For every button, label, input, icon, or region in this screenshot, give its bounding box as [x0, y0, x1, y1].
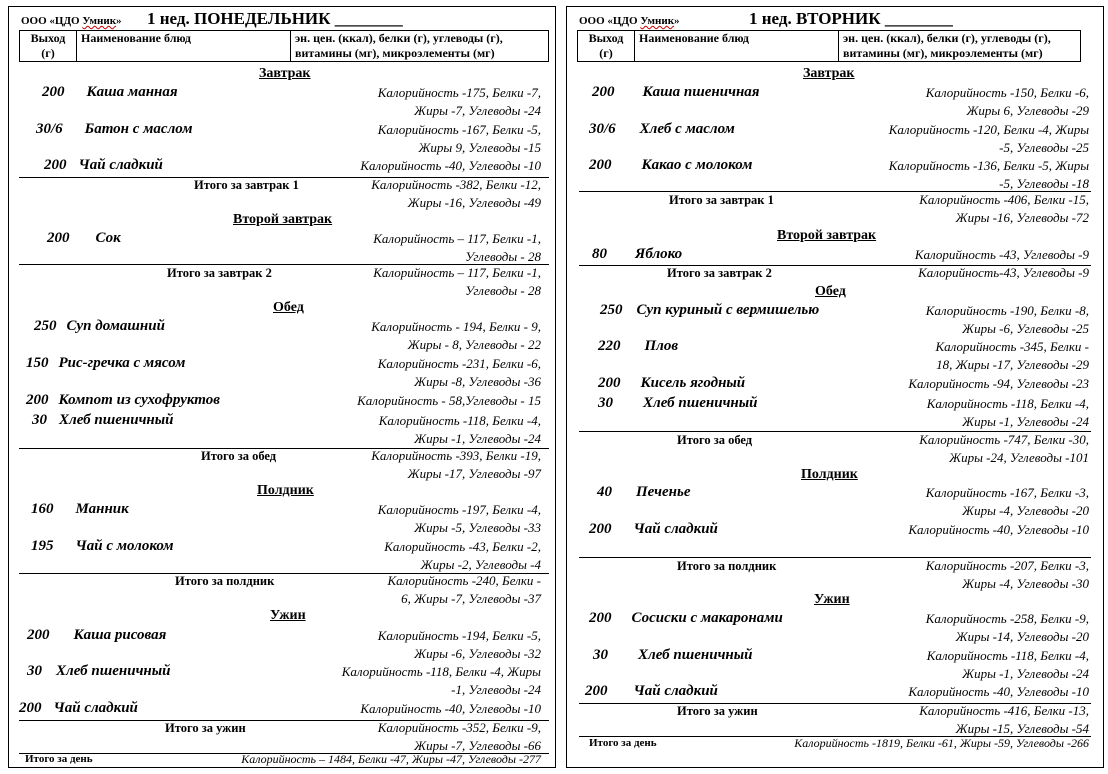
- dish-row: 30 Хлеб пшеничный: [27, 663, 171, 679]
- day-title: 1 нед. ВТОРНИК ________: [749, 9, 953, 28]
- section-second-breakfast: Второй завтрак: [777, 228, 877, 243]
- dish-row: 30 Хлеб пшеничный: [593, 647, 753, 663]
- header-table: [19, 30, 549, 62]
- subtotal-label: Итого за завтрак 1: [194, 178, 299, 192]
- dish-row: 220 Плов: [598, 338, 679, 354]
- subtotal-nutrition: Калорийность -240, Белки - 6, Жиры -7, Углеводы -37: [387, 573, 541, 606]
- day-total-label: Итого за день: [25, 753, 93, 765]
- nutrition-info: Калорийность - 194, Белки - 9, Жиры - 8, Углеводы - 22: [371, 319, 541, 352]
- day-title: 1 нед. ПОНЕДЕЛЬНИК ________: [147, 9, 403, 28]
- subtotal-label: Итого за обед: [201, 449, 277, 463]
- section-dinner: Ужин: [814, 592, 850, 607]
- col-output-header: Выход (г): [20, 31, 77, 62]
- subtotal-nutrition: Калорийность-43, Углеводы -9: [918, 265, 1089, 280]
- dish-row: 30 Хлеб пшеничный: [598, 395, 758, 411]
- nutrition-info: Калорийность -118, Белки -4, Жиры -1, Углеводы -24: [341, 664, 541, 697]
- subtotal-nutrition: Калорийность -352, Белки -9, Жиры -7, Углеводы -66: [377, 720, 541, 753]
- section-breakfast: Завтрак: [803, 66, 855, 81]
- dish-row: 200 Чай сладкий: [19, 700, 138, 716]
- nutrition-info: Калорийность -43, Белки -2, Жиры -2, Углеводы -4: [384, 539, 541, 572]
- nutrition-info: Калорийность -43, Углеводы -9: [914, 247, 1089, 262]
- subtotal-label: Итого за ужин: [165, 721, 246, 735]
- nutrition-info: Калорийность -194, Белки -5, Жиры -6, Углеводы -32: [377, 628, 541, 661]
- col-name-header: Наименование блюд: [77, 31, 291, 62]
- nutrition-info: Калорийность -40, Углеводы -10: [908, 522, 1089, 537]
- nutrition-info: Калорийность -40, Углеводы -10: [908, 684, 1089, 699]
- menu-page-monday: [8, 6, 556, 768]
- org-name: ООО «ЦДО Умник»: [21, 15, 122, 27]
- dish-row: 250 Суп домашний: [34, 318, 165, 334]
- subtotal-label: Итого за полдник: [175, 574, 275, 588]
- dish-row: 200 Сосиски с макаронами: [589, 610, 783, 626]
- section-second-breakfast: Второй завтрак: [233, 212, 333, 227]
- dish-row: 200 Сок: [47, 230, 121, 246]
- dish-row: 30/6 Батон с маслом: [36, 121, 193, 137]
- nutrition-info: Калорийность -190, Белки -8, Жиры -6, Углеводы -25: [925, 303, 1089, 336]
- section-breakfast: Завтрак: [259, 66, 311, 81]
- menu-page-tuesday: [566, 6, 1104, 768]
- dish-row: 40 Печенье: [597, 484, 691, 500]
- nutrition-info: Калорийность -118, Белки -4, Жиры -1, Углеводы -24: [378, 413, 541, 446]
- nutrition-info: Калорийность -258, Белки -9, Жиры -14, Углеводы -20: [925, 611, 1089, 644]
- nutrition-info: Калорийность -175, Белки -7, Жиры -7, Углеводы -24: [377, 85, 541, 118]
- nutrition-info: Калорийность -197, Белки -4, Жиры -5, Углеводы -33: [377, 502, 541, 535]
- dish-row: 200 Каша манная: [42, 84, 178, 100]
- subtotal-label: Итого за завтрак 1: [669, 193, 774, 207]
- dish-row: 250 Суп куриный с вермишелью: [600, 302, 820, 318]
- dish-row: 150 Рис-гречка с мясом: [26, 355, 186, 371]
- subtotal-nutrition: Калорийность -416, Белки -13, Жиры -15, Углеводы -54: [919, 703, 1089, 736]
- dish-row: 200 Каша пшеничная: [592, 84, 760, 100]
- org-name: ООО «ЦДО Умник»: [579, 15, 680, 27]
- nutrition-info: Калорийность -120, Белки -4, Жиры -5, Углеводы -25: [888, 122, 1089, 155]
- dish-row: 200 Каша рисовая: [27, 627, 167, 643]
- dish-row: 30/6 Хлеб с маслом: [589, 121, 735, 137]
- dish-row: 200 Чай сладкий: [585, 683, 718, 699]
- subtotal-nutrition: Калорийность -406, Белки -15, Жиры -16, Углеводы -72: [919, 192, 1089, 225]
- nutrition-info: Калорийность -167, Белки -5, Жиры 9, Углеводы -15: [377, 122, 541, 155]
- subtotal-label: Итого за полдник: [677, 559, 777, 573]
- section-snack: Полдник: [801, 467, 858, 482]
- subtotal-label: Итого за ужин: [677, 704, 758, 718]
- nutrition-info: Калорийность -118, Белки -4, Жиры -1, Углеводы -24: [926, 396, 1089, 429]
- subtotal-nutrition: Калорийность -207, Белки -3, Жиры -4, Углеводы -30: [925, 558, 1089, 591]
- dish-row: 80 Яблоко: [592, 246, 683, 262]
- nutrition-info: Калорийность -136, Белки -5, Жиры -5, Углеводы -18: [888, 158, 1089, 191]
- dish-row: 195 Чай с молоком: [31, 538, 174, 554]
- subtotal-nutrition: Калорийность -382, Белки -12, Жиры -16, Углеводы -49: [371, 177, 541, 210]
- section-dinner: Ужин: [270, 608, 306, 623]
- nutrition-info: Калорийность - 58,Углеводы - 15: [357, 393, 541, 408]
- nutrition-info: Калорийность -40, Углеводы -10: [360, 701, 541, 716]
- dish-row: 200 Чай сладкий: [589, 521, 718, 537]
- section-lunch: Обед: [273, 300, 304, 315]
- subtotal-label: Итого за завтрак 2: [667, 266, 772, 280]
- dish-row: 30 Хлеб пшеничный: [32, 412, 174, 428]
- nutrition-info: Калорийность -118, Белки -4, Жиры -1, Углеводы -24: [926, 648, 1089, 681]
- nutrition-info: Калорийность -167, Белки -3, Жиры -4, Углеводы -20: [925, 485, 1089, 518]
- col-nutrition-header: эн. цен. (ккал), белки (г), углеводы (г), витамины (мг), микроэлементы (мг): [291, 31, 549, 62]
- dish-row: 200 Чай сладкий: [44, 157, 163, 173]
- dish-row: 200 Компот из сухофруктов: [26, 392, 220, 408]
- subtotal-nutrition: Калорийность -747, Белки -30, Жиры -24, Углеводы -101: [919, 432, 1089, 465]
- col-name-header: Наименование блюд: [635, 31, 839, 62]
- day-total-nutrition: Калорийность – 1484, Белки -47, Жиры -47, Углеводы -277: [241, 752, 541, 766]
- nutrition-info: Калорийность -94, Углеводы -23: [908, 376, 1089, 391]
- subtotal-nutrition: Калорийность -393, Белки -19, Жиры -17, Углеводы -97: [371, 448, 541, 481]
- subtotal-label: Итого за завтрак 2: [167, 266, 272, 280]
- dish-row: 160 Манник: [31, 501, 129, 517]
- nutrition-info: Калорийность -40, Углеводы -10: [360, 158, 541, 173]
- section-snack: Полдник: [257, 483, 314, 498]
- dish-row: 200 Какао с молоком: [589, 157, 753, 173]
- nutrition-info: Калорийность -231, Белки -6, Жиры -8, Углеводы -36: [377, 356, 541, 389]
- section-lunch: Обед: [815, 284, 846, 299]
- nutrition-info: Калорийность -345, Белки - 18, Жиры -17, Углеводы -29: [935, 339, 1089, 372]
- col-output-header: Выход (г): [578, 31, 635, 62]
- subtotal-nutrition: Калорийность – 117, Белки -1, Углеводы - 28: [373, 265, 541, 298]
- col-nutrition-header: эн. цен. (ккал), белки (г), углеводы (г), витамины (мг), микроэлементы (мг): [839, 31, 1081, 62]
- header-table: [577, 30, 1081, 62]
- dish-row: 200 Кисель ягодный: [598, 375, 746, 391]
- subtotal-label: Итого за обед: [677, 433, 753, 447]
- day-total-label: Итого за день: [589, 737, 657, 749]
- nutrition-info: Калорийность -150, Белки -6, Жиры 6, Углеводы -29: [925, 85, 1089, 118]
- nutrition-info: Калорийность – 117, Белки -1, Углеводы - 28: [373, 231, 541, 264]
- day-total-nutrition: Калорийность -1819, Белки -61, Жиры -59, Углеводы -266: [794, 736, 1089, 750]
